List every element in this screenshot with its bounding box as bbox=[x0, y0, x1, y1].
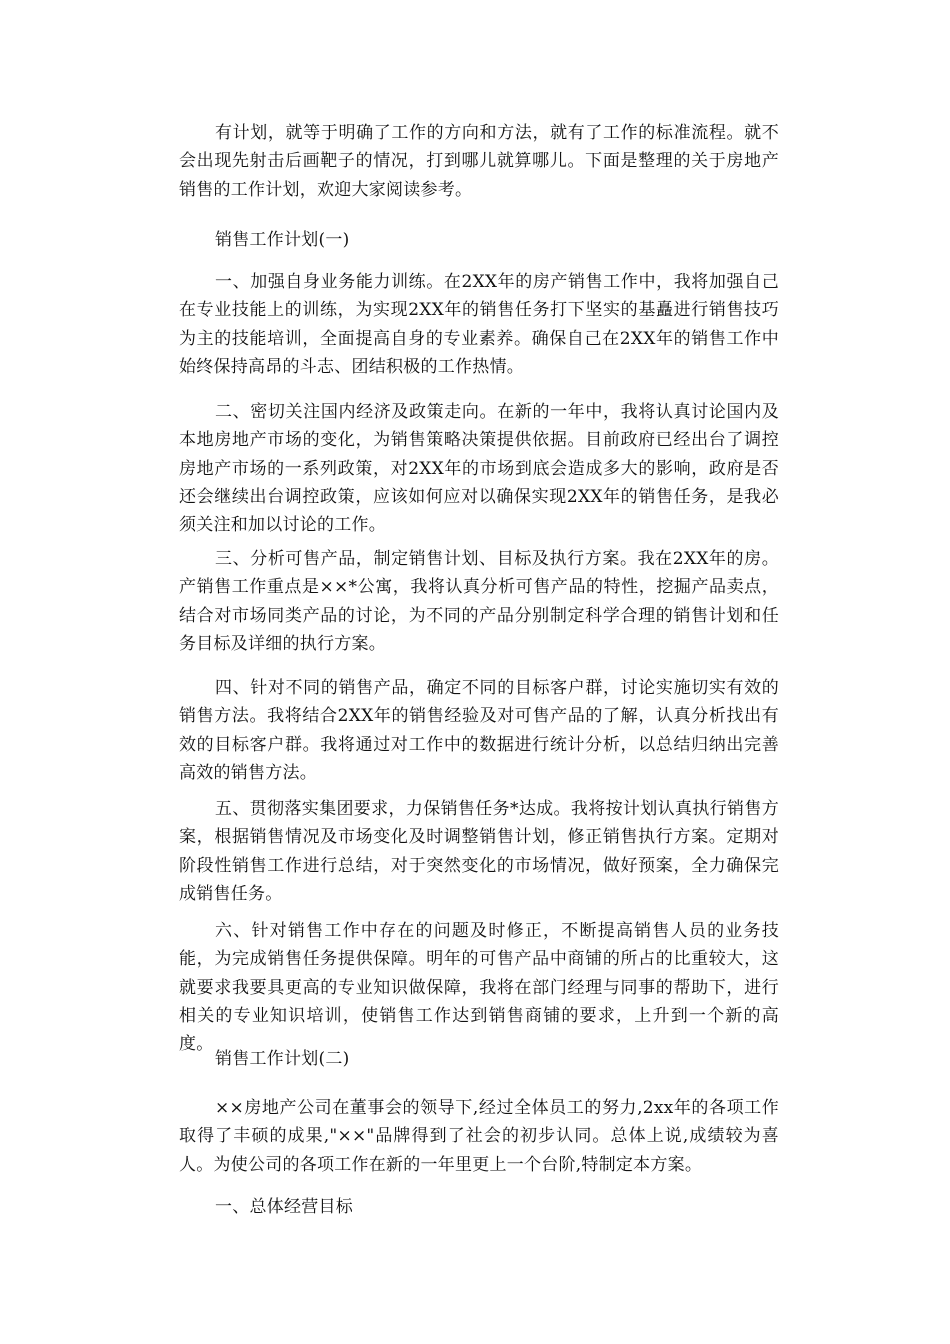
paragraph-item-3: 三、分析可售产品，制定销售计划、目标及执行方案。我在2XX年的房。产销售工作重点是××*公寓，我将认真分析可售产品的特性，挖掘产品卖点，结合对市场同类产品的讨论，为不同的产品分别制定科学合理的销售计划和任务目标及详细的执行方案。 bbox=[179, 549, 779, 654]
paragraph-item-5: 五、贯彻落实集团要求，力保销售任务*达成。我将按计划认真执行销售方案，根据销售情况及市场变化及时调整销售计划，修正销售执行方案。定期对阶段性销售工作进行总结，对于突然变化的市场情况，做好预案，全力确保完成销售任务。 bbox=[179, 799, 779, 904]
paragraph-company-summary: ××房地产公司在董事会的领导下,经过全体员工的努力,2xx年的各项工作取得了丰硕的成果,"××"品牌得到了社会的初步认同。总体上说,成绩较为喜人。为使公司的各项工作在新的一年里更上一个台阶,特制定本方案。 bbox=[179, 1098, 779, 1175]
paragraph-item-1: 一、加强自身业务能力训练。在2XX年的房产销售工作中，我将加强自己在专业技能上的训练，为实现2XX年的销售任务打下坚实的基矗进行销售技巧为主的技能培训，全面提高自身的专业素养。确保自己在2XX年的销售工作中始终保持高昂的斗志、团结积极的工作热情。 bbox=[179, 272, 779, 377]
subheading-overall-goals: 一、总体经营目标 bbox=[215, 1197, 353, 1217]
section-heading-plan-2: 销售工作计划(二) bbox=[215, 1049, 350, 1069]
paragraph-item-6: 六、针对销售工作中存在的问题及时修正，不断提高销售人员的业务技能，为完成销售任务提供保障。明年的可售产品中商铺的所占的比重较大，这就要求我要具更高的专业知识做保障，我将在部门经理与同事的帮助下，进行相关的专业知识培训，使销售工作达到销售商铺的要求，上升到一个新的高度。 bbox=[179, 921, 779, 1055]
paragraph-item-2: 二、密切关注国内经济及政策走向。在新的一年中，我将认真讨论国内及本地房地产市场的变化，为销售策略决策提供依据。目前政府已经出台了调控房地产市场的一系列政策，对2XX年的市场到底会造成多大的影响，政府是否还会继续出台调控政策，应该如何应对以确保实现2XX年的销售任务，是我必须关注和加以讨论的工作。 bbox=[179, 402, 779, 536]
paragraph-item-4: 四、针对不同的销售产品，确定不同的目标客户群，讨论实施切实有效的销售方法。我将结合2XX年的销售经验及对可售产品的了解，认真分析找出有效的目标客户群。我将通过对工作中的数据进行统计分析，以总结归纳出完善高效的销售方法。 bbox=[179, 678, 779, 783]
intro-paragraph: 有计划，就等于明确了工作的方向和方法，就有了工作的标准流程。就不会出现先射击后画靶子的情况，打到哪儿就算哪儿。下面是整理的关于房地产销售的工作计划，欢迎大家阅读参考。 bbox=[179, 123, 779, 200]
section-heading-plan-1: 销售工作计划(一) bbox=[215, 230, 350, 250]
